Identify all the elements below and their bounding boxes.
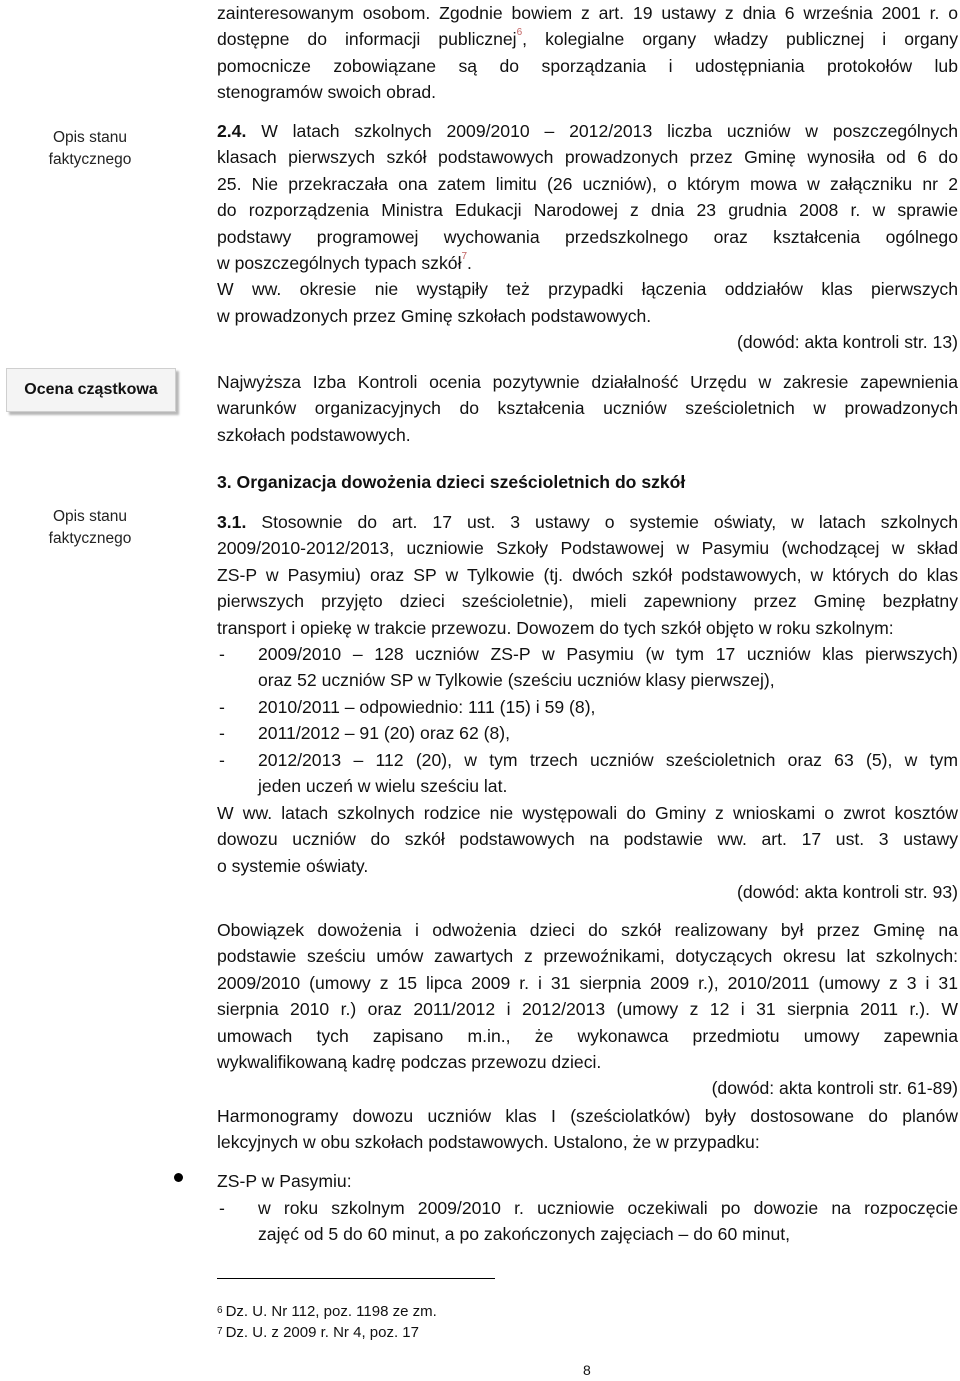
partial-assessment-box xyxy=(6,368,176,412)
list-item: - 2011/2012 – 91 (20) oraz 62 (8), xyxy=(219,723,511,743)
paragraph-3-1: 3.1. Stosownie do art. 17 ust. 3 ustawy o systemie oświaty, w latach szkolnych 2009/2010-2012/2013, uczniowie Szkoły Podstawowej w Pasymiu (wchodzącej w skład ZS-P w Pasymiu) oraz SP w Tylkowie (tj. dwóch szkół podstawowych, w których do klas pierwszych przyjęto dzieci sześcioletnie), mieli zapewniony przez Gminę bezpłatny transport i opiekę w trakcie przewozu. Dowozem do tych szkół objęto w roku szkolnym: xyxy=(217,512,958,638)
paragraph-no-refund-requests: W ww. latach szkolnych rodzice nie występowali do Gminy z wnioskami o zwrot kosztów dowozu uczniów do szkół podstawowych na podstawie ww. art. 17 ust. 3 ustawy o systemie oświaty. (dowód: akta kontroli str. 93) xyxy=(217,800,958,906)
paragraph-transport-contracts: Obowiązek dowożenia i odwożenia dzieci do szkół realizowany był przez Gminę na podstawie sześciu umów zawartych z przewoźnikami, dotyczących okresu lat szkolnych: 2009/2010 (umowy z 15 lipca 2009 r. i 31 sierpnia 2009 r.), 2010/2011 (umowy z 3 i 31 sierpnia 2010 r.) oraz 2011/2012 i 2012/2013 (umowy z 12 i 31 sierpnia 2011 r.). W umowach tych zapisano m.in., że wykonawca przedmiotu umowy zapewnia wykwalifikowaną kadrę podczas przewozu dzieci. (dowód: akta kontroli str. 61-89) xyxy=(217,917,958,1102)
paragraph-schedules: Harmonogramy dowozu uczniów klas I (sześciolatków) były dostosowane do planów lekcyjnych w obu szkołach podstawowych. Ustalono, że w przypadku: xyxy=(217,1106,958,1153)
footnote-ref-7[interactable]: 7 xyxy=(461,251,468,263)
paragraph-public-info: zainteresowanym osobom. Zgodnie bowiem z art. 19 ustawy z dnia 6 września 2001 r. o dostępne do informacji publicznej$^6$, kolegialne organy władzy publicznej i organy pomocnicze zobowiązane są do sporządzania i udostępniania protokołów lub stenogramów swoich obrad. xyxy=(217,3,958,103)
section-number: 3.1. xyxy=(217,512,247,532)
sidebar-label-facts-2: Opis stanu faktycznego xyxy=(48,508,132,547)
bullet-icon xyxy=(174,1173,183,1182)
list-item: - 2012/2013 – 112 (20), w tym trzech uczniów sześcioletnich oraz 63 (5), w tym jeden uczeń w wielu sześciu lat. xyxy=(219,750,958,797)
page-number: 8 xyxy=(583,1362,591,1378)
margin-sidebar xyxy=(0,0,200,1381)
list-item: - w roku szkolnym 2009/2010 r. uczniowie oczekiwali po dowozie na rozpoczęcie zajęć od 5 do 60 minut, a po zakończonych zajęciach – do 60 minut, xyxy=(219,1198,958,1245)
footnote-separator xyxy=(217,1278,495,1279)
evidence-reference: (dowód: akta kontroli str. 93) xyxy=(736,882,958,903)
footnote-ref-6[interactable]: 6 xyxy=(516,27,523,39)
bullet-item-pasym: ZS-P w Pasymiu: xyxy=(217,1171,352,1191)
list-item: - 2010/2011 – odpowiednio: 111 (15) i 59 (8), xyxy=(219,697,596,717)
paragraph-assessment: Najwyższa Izba Kontroli ocenia pozytywnie działalność Urzędu w zakresie zapewnienia warunków organizacyjnych do kształcenia uczniów sześcioletnich w prowadzonych szkołach podstawowych. xyxy=(217,372,958,445)
evidence-reference: (dowód: akta kontroli str. 13) xyxy=(736,332,958,353)
partial-assessment-label: Ocena cząstkowa xyxy=(24,380,158,398)
footnote-7: $^7$ Dz. U. z 2009 r. Nr 4, poz. 17 xyxy=(217,1324,419,1341)
section-heading-3: 3. Organizacja dowożenia dzieci sześcioletnich do szkół xyxy=(217,472,686,492)
section-number: 2.4. xyxy=(217,121,247,141)
footnote-6: $^6$ Dz. U. Nr 112, poz. 1198 ze zm. xyxy=(217,1303,437,1320)
list-item: - 2009/2010 – 128 uczniów ZS-P w Pasymiu (w tym 17 uczniów klas pierwszych) oraz 52 uczniów SP w Tylkowie (sześciu uczniów klasy pierwszej), xyxy=(219,644,958,691)
evidence-reference: (dowód: akta kontroli str. 61-89) xyxy=(711,1078,958,1099)
paragraph-2-4: 2.4. W latach szkolnych 2009/2010 – 2012/2013 liczba uczniów w poszczególnych klasach pierwszych szkół podstawowych prowadzonych przez Gminę wynosiła od 6 do 25. Nie przekraczała ona zatem limitu (26 uczniów), o którym mowa w załączniku nr 2 do rozporządzenia Ministra Edukacji Narodowej z dnia 23 grudnia 2008 r. w sprawie podstawy programowej wychowania przedszkolnego oraz kształcenia ogólnego w poszczególnych typach szkół$^7$. W ww. okresie nie wystąpiły też przypadki łączenia oddziałów klas pierwszych w prowadzonych przez Gminę szkołach podstawowych. (dowód: akta kontroli str. 13) xyxy=(217,118,958,356)
sidebar-label-facts-1: Opis stanu faktycznego xyxy=(48,129,132,168)
